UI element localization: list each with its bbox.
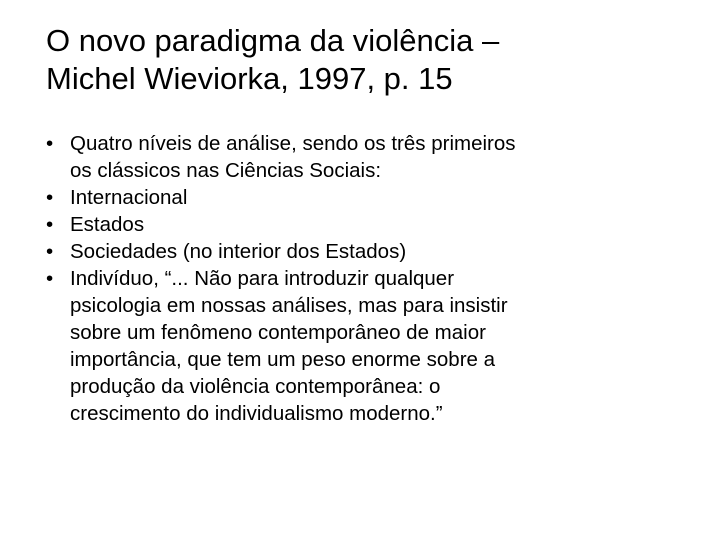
title-line-1: O novo paradigma da violência – xyxy=(46,23,500,58)
bullet-text xyxy=(70,184,686,211)
bullet-line: crescimento do individualismo moderno.” xyxy=(70,402,443,425)
bullet-text xyxy=(70,265,686,427)
bullet-line: sobre um fenômeno contemporâneo de maior xyxy=(70,321,486,344)
bullet-text xyxy=(70,238,686,265)
bullet-line: produção da violência contemporânea: o xyxy=(70,375,441,398)
bullet-line: importância, que tem um peso enorme sobre a xyxy=(70,348,496,371)
bullet-marker: • xyxy=(46,213,54,236)
bullet-line: Quatro níveis de análise, sendo os três primeiros xyxy=(70,132,516,155)
slide-title xyxy=(46,22,686,98)
bullet-line: os clássicos nas Ciências Sociais: xyxy=(70,159,382,182)
bullet-line: Sociedades (no interior dos Estados) xyxy=(70,240,407,263)
bullet-text xyxy=(70,130,686,184)
bullet-line: psicologia em nossas análises, mas para insistir xyxy=(70,294,508,317)
bullet-item-sociedades xyxy=(46,238,686,265)
bullet-line: Estados xyxy=(70,213,145,236)
bullet-item-individuo xyxy=(46,265,686,427)
bullet-marker: • xyxy=(46,267,54,290)
bullet-item-quatro-niveis xyxy=(46,130,686,184)
bullet-line: Internacional xyxy=(70,186,188,209)
bullet-line: Indivíduo, “... Não para introduzir qualquer xyxy=(70,267,455,290)
title-line-2: Michel Wieviorka, 1997, p. 15 xyxy=(46,61,453,96)
bullet-marker: • xyxy=(46,186,54,209)
bullet-item-internacional xyxy=(46,184,686,211)
bullet-marker: • xyxy=(46,240,54,263)
bullet-marker: • xyxy=(46,132,54,155)
bullet-item-estados xyxy=(46,211,686,238)
bullet-text xyxy=(70,211,686,238)
bullet-list xyxy=(46,130,686,427)
